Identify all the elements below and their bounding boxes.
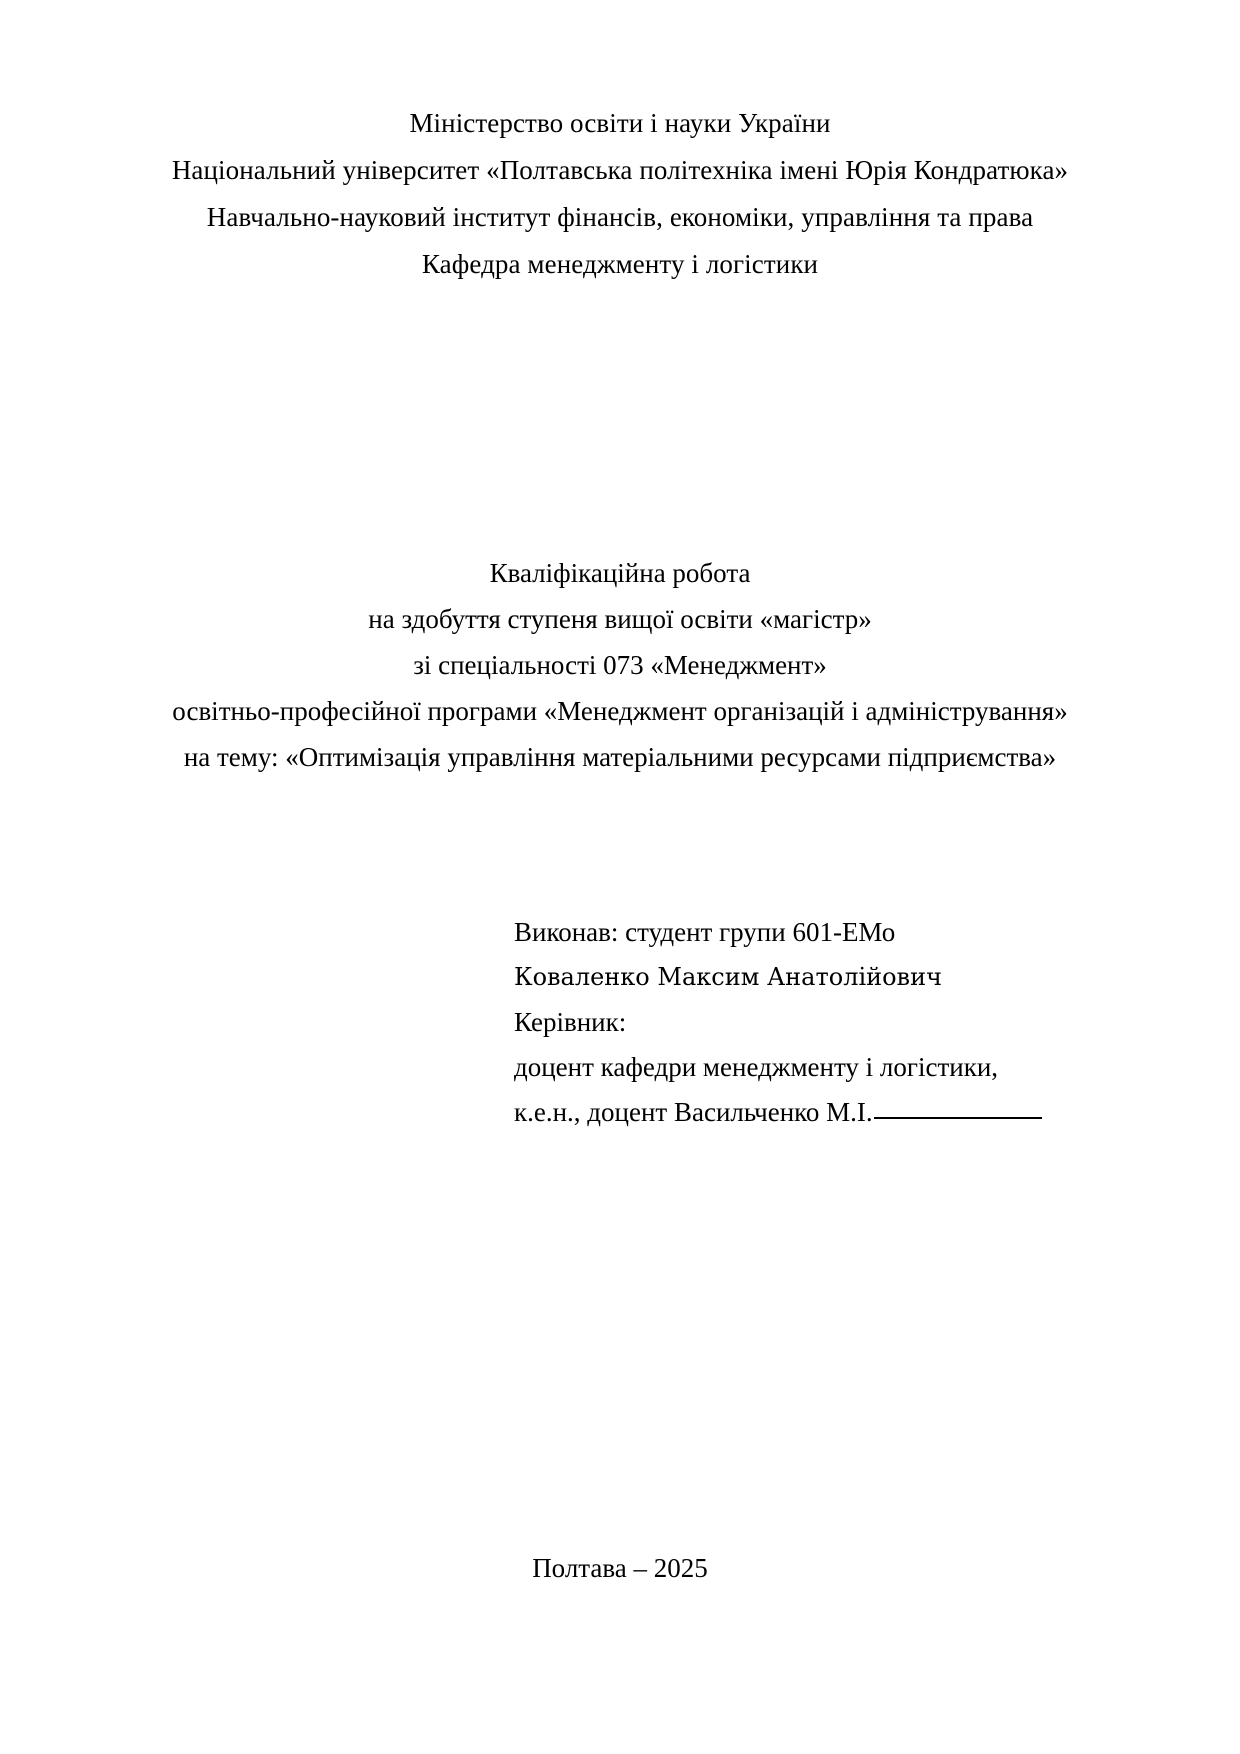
institute-line: Навчально-науковий інститут фінансів, економіки, управління та права xyxy=(206,202,1034,232)
page-footer xyxy=(140,1548,1100,1588)
student-name-line: Коваленко Максим Анатолійович xyxy=(514,963,942,991)
place-year-line: Полтава – 2025 xyxy=(532,1553,708,1583)
page-content xyxy=(140,0,1100,1754)
signature-line xyxy=(874,1117,1042,1119)
supervisor-name-text: к.е.н., доцент Васильченко М.І. xyxy=(514,1097,873,1127)
performed-by-line: Виконав: студент групи 601-ЕМо xyxy=(514,917,896,947)
program-line: освітньо-професійної програми «Менеджмент організацій і адміністрування» xyxy=(172,696,1068,726)
work-type-line: Кваліфікаційна робота xyxy=(489,558,751,588)
qualification-work-block xyxy=(140,550,1100,780)
supervisor-position-line: доцент кафедри менеджменту і логістики, xyxy=(514,1052,999,1082)
department-line: Кафедра менеджменту і логістики xyxy=(421,249,819,279)
degree-line: на здобуття ступеня вищої освіти «магістр» xyxy=(368,604,872,634)
topic-line: на тему: «Оптимізація управління матеріальними ресурсами підприємства» xyxy=(183,742,1057,772)
supervisor-label: Керівник: xyxy=(514,1007,627,1037)
specialty-line: зі спеціальності 073 «Менеджмент» xyxy=(413,650,827,680)
institution-header xyxy=(140,100,1100,288)
ministry-line: Міністерство освіти і науки України xyxy=(409,108,831,138)
supervisor-name-line xyxy=(514,1090,1100,1135)
university-line: Національний університет «Полтавська політехніка імені Юрія Кондратюка» xyxy=(171,155,1069,185)
author-supervisor-block xyxy=(514,910,1100,1135)
